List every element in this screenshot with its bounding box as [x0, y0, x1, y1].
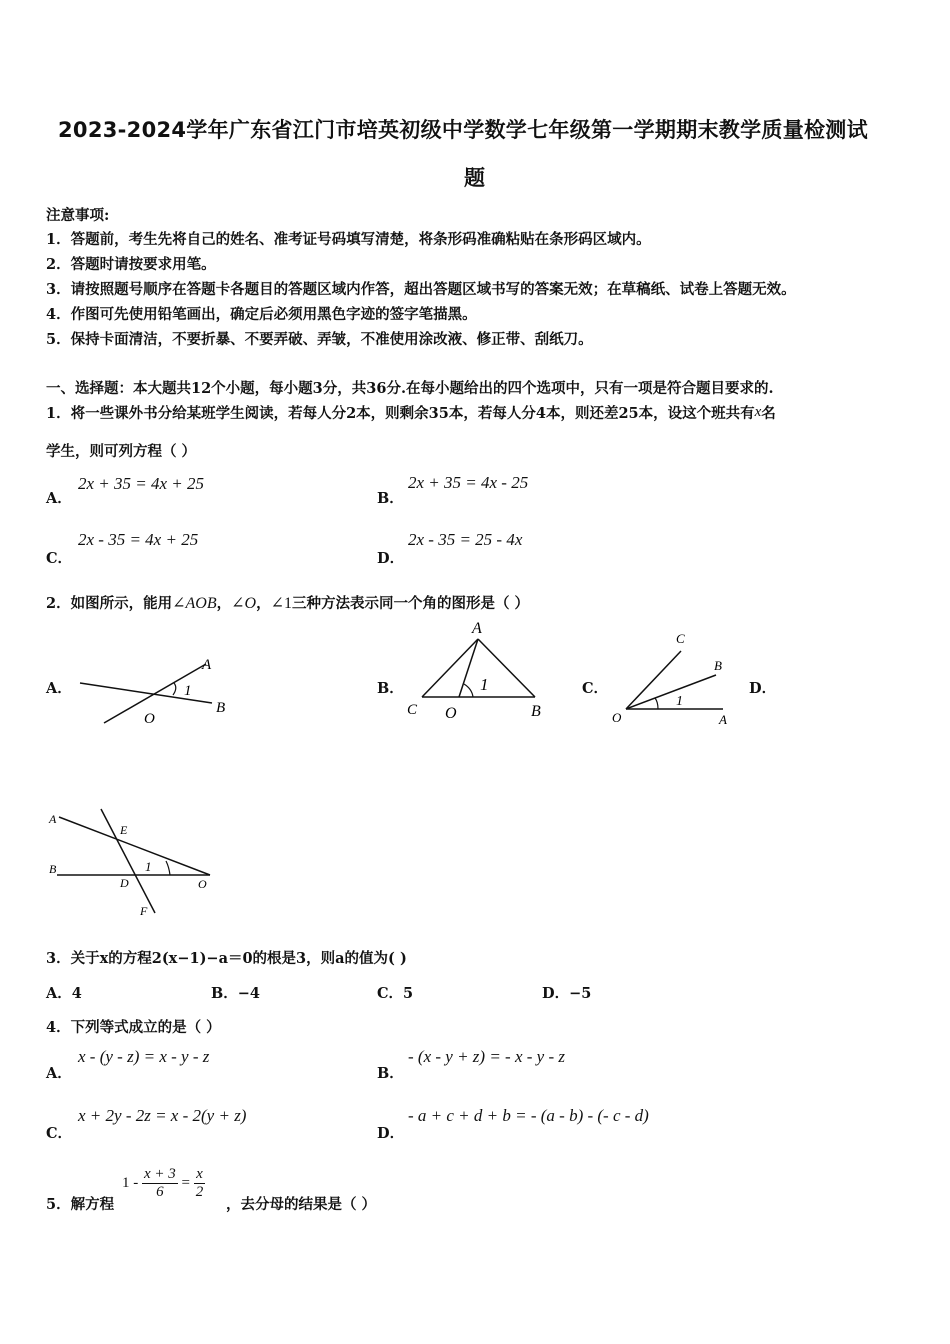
figure-c-angle-arc — [655, 698, 658, 709]
notice-item: 5．保持卡面清洁，不要折暴、不要弄破、弄皱，不准使用涂改液、修正带、刮纸刀。 — [46, 331, 593, 348]
q1-option-b-label[interactable]: B． — [377, 490, 404, 507]
figure-b-label-b: B — [531, 703, 541, 720]
notice-item: 1．答题前，考生先将自己的姓名、准考证号码填写清楚，将条形码准确粘贴在条形码区域内。 — [46, 231, 651, 248]
q1-option-a-expr: 2x + 35 = 4x + 25 — [78, 474, 205, 493]
figure-c-label-c: C — [676, 631, 685, 646]
figure-d-angle-arc — [166, 861, 170, 875]
question-5-text-cont: ，去分母的结果是（ ） — [226, 1196, 377, 1213]
q4-option-b-expr: - (x - y + z) = - x - y - z — [408, 1047, 565, 1066]
notice-heading: 注意事项: — [46, 207, 110, 224]
figure-d-label-1: 1 — [145, 859, 152, 874]
figure-b-angle-arc — [464, 684, 473, 697]
figure-b — [400, 617, 560, 727]
figure-a — [74, 652, 244, 732]
figure-a-label-b: B — [216, 700, 226, 716]
section-heading: 一、选择题：本大题共12个小题，每小题3分，共36分.在每小题给出的四个选项中，只有一项是符合题目要求的. — [46, 380, 774, 397]
q3-option-a[interactable]: A．4 — [46, 985, 82, 1002]
q3-option-b[interactable]: B．−4 — [211, 985, 261, 1002]
figure-b-label-o: O — [445, 705, 457, 722]
page-title: 2023-2024学年广东省江门市培英初级中学数学七年级第一学期期末教学质量检测试 — [58, 118, 868, 142]
q4-option-d-expr: - a + c + d + b = - (a - b) - (- c - d) — [408, 1106, 649, 1125]
q4-option-c-expr: x + 2y - 2z = x - 2(y + z) — [78, 1106, 247, 1125]
question-4-text: 4．下列等式成立的是（ ） — [46, 1019, 221, 1036]
figure-d-label-d: D — [120, 876, 129, 890]
figure-c-label-a: A — [719, 712, 727, 727]
figure-a-label-1: 1 — [184, 683, 192, 699]
figure-c — [606, 630, 746, 730]
figure-d-label-o: O — [198, 877, 207, 891]
notice-item: 3．请按照题号顺序在答题卡各题目的答题区域内作答，超出答题区域书写的答案无效；在草稿纸、试卷上答题无效。 — [46, 281, 796, 298]
figure-c-label-b: B — [714, 658, 722, 673]
q2-option-c-label[interactable]: C． — [582, 680, 609, 697]
figure-d-label-b: B — [49, 862, 57, 876]
figure-a-label-o: O — [144, 711, 155, 727]
q4-option-a-expr: x - (y - z) = x - y - z — [78, 1047, 210, 1066]
q1-option-b-expr: 2x + 35 = 4x - 25 — [408, 473, 529, 492]
q4-option-a-label[interactable]: A． — [46, 1065, 72, 1082]
figure-a-angle-arc — [173, 683, 176, 695]
q3-option-d[interactable]: D．−5 — [542, 985, 592, 1002]
question-2-text: 2．如图所示，能用∠AOB，∠O，∠1三种方法表示同一个角的图形是（ ） — [46, 595, 530, 612]
figure-d-label-a: A — [49, 812, 57, 826]
figure-b-label-a: A — [472, 620, 482, 637]
question-1-text-cont: 学生，则可列方程（ ） — [46, 443, 197, 460]
q2-option-d-label[interactable]: D． — [749, 680, 777, 697]
figure-d-label-e: E — [120, 823, 128, 837]
figure-d-line-ao — [59, 817, 210, 875]
q1-option-d-expr: 2x - 35 = 25 - 4x — [408, 530, 523, 549]
figure-b-label-c: C — [407, 702, 418, 718]
q4-option-b-label[interactable]: B． — [377, 1065, 404, 1082]
question-1-text: 1．将一些课外书分给某班学生阅读，若每人分2本，则剩余35本，若每人分4本，则还差25本，设这个班共有x名 — [46, 404, 776, 422]
notice-item: 2．答题时请按要求用笔。 — [46, 256, 216, 273]
figure-d-label-f: F — [140, 904, 148, 918]
figure-a-line-ob — [80, 683, 212, 703]
figure-d — [44, 805, 224, 925]
figure-b-label-1: 1 — [480, 675, 489, 694]
q4-option-d-label[interactable]: D． — [377, 1125, 405, 1142]
q1-option-c-label[interactable]: C． — [46, 550, 73, 567]
q2-option-a-label[interactable]: A． — [46, 680, 72, 697]
page-title-cont: 题 — [464, 166, 486, 190]
q1-option-c-expr: 2x - 35 = 4x + 25 — [78, 530, 199, 549]
figure-a-label-a: A — [202, 657, 212, 673]
q1-option-d-label[interactable]: D． — [377, 550, 405, 567]
question-3-text: 3．关于x的方程2(x−1)−a＝0的根是3，则a的值为( ) — [46, 950, 407, 967]
q2-option-b-label[interactable]: B． — [377, 680, 404, 697]
q1-option-a-label[interactable]: A． — [46, 490, 72, 507]
figure-c-ray-oc — [626, 651, 681, 709]
q5-equation: 1 - $\frac{x + 3}{6}$ = $\frac{x}{2}$ — [122, 1166, 204, 1200]
q3-option-c[interactable]: C．5 — [377, 985, 414, 1002]
figure-c-ray-ob — [626, 675, 716, 709]
q4-option-c-label[interactable]: C． — [46, 1125, 73, 1142]
figure-c-label-o: O — [612, 710, 622, 725]
notice-item: 4．作图可先使用铅笔画出，确定后必须用黑色字迹的签字笔描黑。 — [46, 306, 477, 323]
question-5-text: 5．解方程 — [46, 1196, 115, 1213]
figure-c-label-1: 1 — [676, 694, 683, 709]
